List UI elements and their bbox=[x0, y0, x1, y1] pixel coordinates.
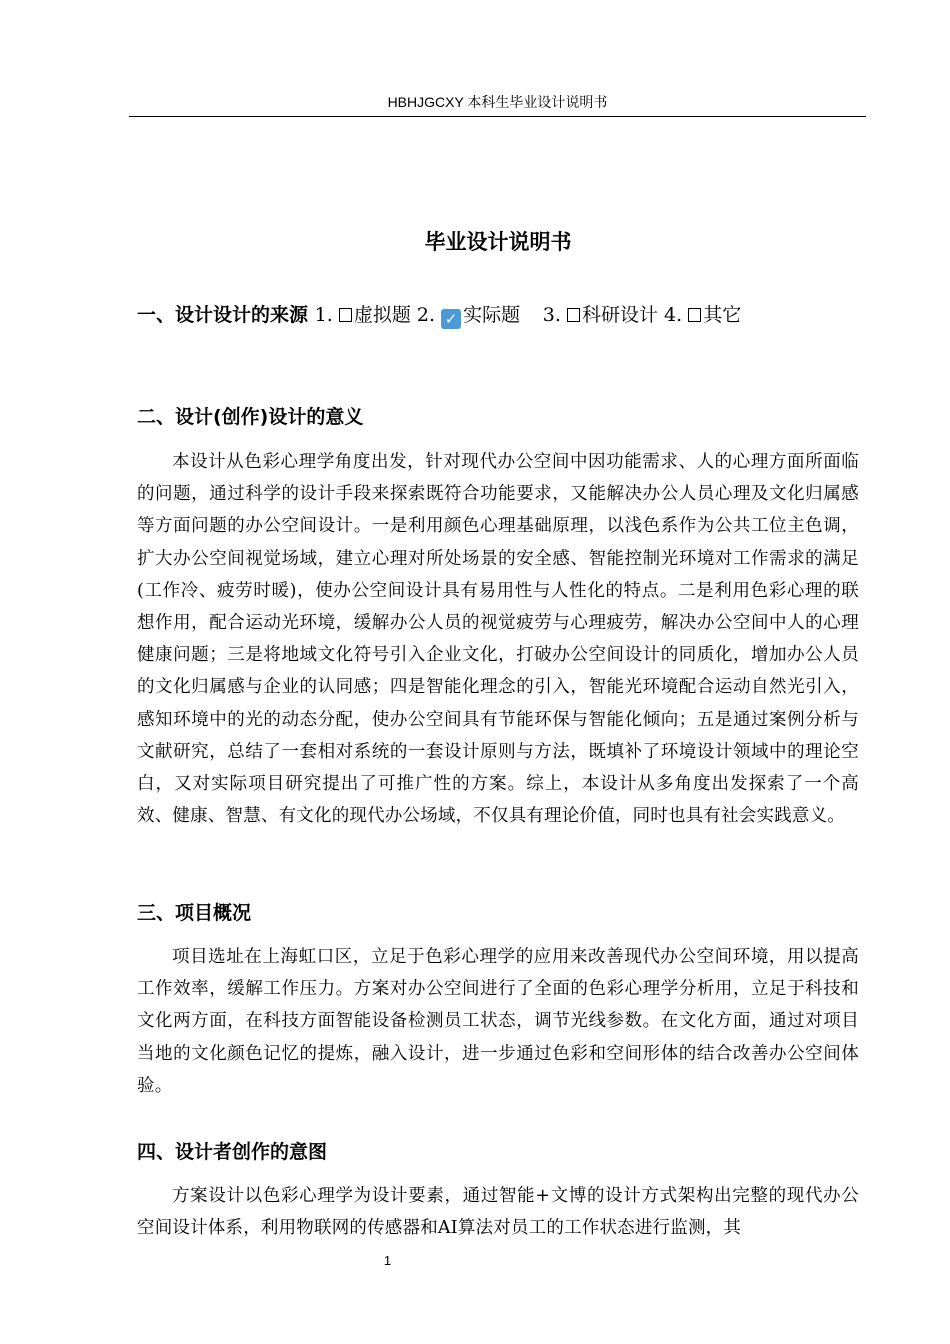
section-source bbox=[137, 300, 859, 331]
section-overview-heading: 三、项目概况 bbox=[137, 902, 252, 924]
section-significance-body: 本设计从色彩心理学角度出发，针对现代办公空间中因功能需求、人的心理方面所面临的问题，通过科学的设计手段来探索既符合功能要求，又能解决办公人员心理及文化归属感等方面问题的办公空间设计。一是利用颜色心理基础原理，以浅色系作为公共工位主色调，扩大办公空间视觉场域，建立心理对所处场景的安全感、智能控制光环境对工作需求的满足(工作冷、疲劳时暖)，使办公空间设计具有易用性与人性化的特点。二是利用色彩心理的联想作用，配合运动光环境，缓解办公人员的视觉疲劳与心理疲劳，解决办公空间中人的心理健康问题；三是将地域文化符号引入企业文化，打破办公空间设计的同质化，增加办公人员的文化归属感与企业的认同感；四是智能化理念的引入，智能光环境配合运动自然光引入，感知环境中的光的动态分配，使办公空间具有节能环保与智能化倾向；五是通过案例分析与文献研究，总结了一套相对系统的一套设计原则与方法，既填补了环境设计领域中的理论空白，又对实际项目研究提出了可推广性的方案。综上，本设计从多角度出发探索了一个高效、健康、智慧、有文化的现代办公场域，不仅具有理论价值，同时也具有社会实践意义。 bbox=[137, 452, 859, 827]
section-significance-heading: 二、设计(创作)设计的意义 bbox=[137, 406, 364, 428]
header-divider bbox=[129, 116, 866, 117]
page-number: 1 bbox=[383, 1253, 392, 1268]
unchecked-box-icon bbox=[688, 308, 701, 322]
section-overview-body: 项目选址在上海虹口区，立足于色彩心理学的应用来改善现代办公空间环境，用以提高工作效率，缓解工作压力。方案对办公空间进行了全面的色彩心理学分析用，立足于科技和文化两方面，在科技方面智能设备检测员工状态，调节光线参数。在文化方面，通过对项目当地的文化颜色记忆的提炼，融入设计，进一步通过色彩和空间形体的结合改善办公空间体验。 bbox=[137, 947, 859, 1096]
section-intent-body: 方案设计以色彩心理学为设计要素，通过智能+文博的设计方式架构出完整的现代办公空间设计体系，利用物联网的传感器和AI算法对员工的工作状态进行监测，其 bbox=[137, 1186, 859, 1239]
source-option-actual: 2. ✓ 实际题 bbox=[416, 304, 521, 328]
source-option-virtual: 1. 虚拟题 bbox=[314, 304, 411, 326]
source-option-other: 4. 其它 bbox=[664, 304, 742, 326]
section-source-heading: 一、设计设计的来源 bbox=[137, 304, 309, 326]
checked-box-icon: ✓ bbox=[441, 309, 461, 329]
unchecked-box-icon bbox=[339, 308, 352, 322]
running-header: HBHJGCXY 本科生毕业设计说明书 bbox=[387, 94, 608, 110]
source-option-research: 3. 科研设计 bbox=[542, 304, 658, 326]
section-intent-heading: 四、设计者创作的意图 bbox=[137, 1141, 328, 1163]
document-title: 毕业设计说明书 bbox=[424, 230, 572, 254]
unchecked-box-icon bbox=[567, 308, 580, 322]
